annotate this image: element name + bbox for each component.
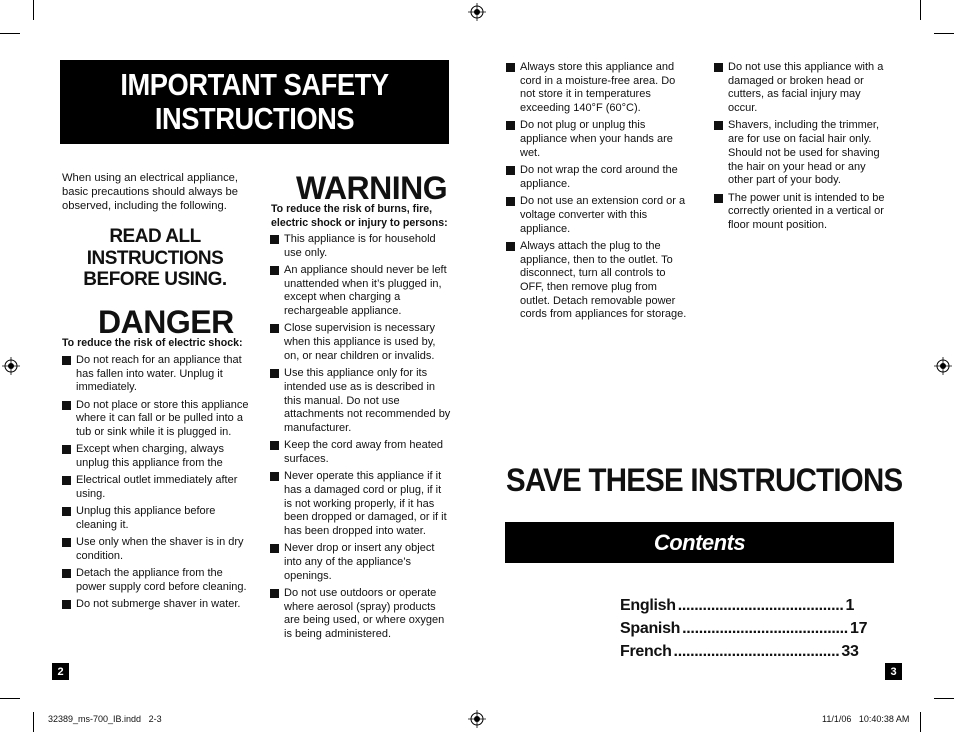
list-item: An appliance should never be left unattended when it’s plugged in, except when charging a rechargeable appliance. <box>270 264 452 319</box>
registration-mark-icon <box>2 357 20 375</box>
list-item: The power unit is intended to be correctly oriented in a vertical or floor mount position. <box>714 192 892 233</box>
list-item: Do not use an extension cord or a voltage converter with this appliance. <box>506 195 688 236</box>
list-item: Do not use this appliance with a damaged or broken head or cutters, as facial injury may occur. <box>714 61 892 116</box>
toc-label: English <box>620 597 676 614</box>
list-item: Close supervision is necessary when this appliance is used by, on, or near children or invalids. <box>270 322 452 363</box>
list-item: Detach the appliance from the power supply cord before cleaning. <box>62 567 250 594</box>
list-item: Do not place or store this appliance where it can fall or be pulled into a tub or sink while it is plugged in. <box>62 399 250 440</box>
table-of-contents <box>620 594 868 663</box>
crop-mark <box>0 698 20 699</box>
registration-mark-icon <box>468 710 486 728</box>
slug-timestamp: 11/1/06 10:40:38 AM <box>822 714 910 724</box>
toc-leader: ........................................ <box>677 597 844 614</box>
crop-mark <box>934 698 954 699</box>
toc-entry-english[interactable] <box>620 594 855 617</box>
list-item: Do not wrap the cord around the appliance. <box>506 164 688 191</box>
list-item: Do not submerge shaver in water. <box>62 598 250 612</box>
intro-text: When using an electrical appliance, basic precautions should always be observed, including the following. <box>62 172 238 212</box>
page-number-left: 2 <box>52 663 69 680</box>
contents-heading: Contents <box>653 529 746 555</box>
page-title-box <box>60 60 449 144</box>
list-item: Always store this appliance and cord in a moisture-free area. Do not store it in temperatures exceeding 140°F (60°C). <box>506 61 688 116</box>
crop-mark <box>934 33 954 34</box>
danger-heading: DANGER <box>98 304 234 340</box>
list-item: Never drop or insert any object into any of the appliance’s openings. <box>270 542 452 583</box>
list-item: Except when charging, always unplug this appliance from the <box>62 443 250 470</box>
crop-mark <box>33 712 34 732</box>
registration-mark-icon <box>934 357 952 375</box>
list-item: Do not use outdoors or operate where aerosol (spray) products are being used, or where oxygen is being administered. <box>270 587 452 642</box>
toc-page: 33 <box>841 643 859 660</box>
danger-list <box>62 354 250 616</box>
warning-list <box>270 233 452 645</box>
toc-entry-spanish[interactable] <box>620 617 868 640</box>
read-all-heading: READ ALL INSTRUCTIONS BEFORE USING. <box>83 226 227 290</box>
list-item: Shavers, including the trimmer, are for use on facial hair only. Should not be used for shaving the hair on your head or any other part of your body. <box>714 119 892 188</box>
list-item: Do not plug or unplug this appliance when your hands are wet. <box>506 119 688 160</box>
right-column-2-list <box>714 61 892 236</box>
list-item: Never operate this appliance if it has a damaged cord or plug, if it is not working properly, if it has been dropped or damaged, or if it has been dropped into water. <box>270 470 452 539</box>
list-item: Always attach the plug to the appliance, then to the outlet. To disconnect, turn all controls to OFF, then remove plug from outlet. Detach removable power cords from appliances for storage. <box>506 240 688 322</box>
toc-label: French <box>620 643 672 660</box>
crop-mark <box>920 712 921 732</box>
list-item: Use only when the shaver is in dry condition. <box>62 536 250 563</box>
toc-page: 17 <box>849 620 868 637</box>
contents-bar <box>505 522 894 563</box>
toc-leader: ........................................ <box>673 643 840 660</box>
crop-mark <box>920 0 921 20</box>
toc-page: 1 <box>845 597 855 614</box>
list-item: Electrical outlet immediately after using. <box>62 474 250 501</box>
list-item: Use this appliance only for its intended use as is described in this manual. Do not use attachments not recommended by manufacturer. <box>270 367 452 436</box>
registration-mark-icon <box>468 3 486 21</box>
list-item: Do not reach for an appliance that has fallen into water. Unplug it immediately. <box>62 354 250 395</box>
slug-filename: 32389_ms-700_IB.indd 2-3 <box>48 714 162 724</box>
crop-mark <box>33 0 34 20</box>
crop-mark <box>0 33 20 34</box>
page-number-right: 3 <box>885 663 902 680</box>
list-item: Unplug this appliance before cleaning it. <box>62 505 250 532</box>
warning-subheading: To reduce the risk of burns, fire, electric shock or injury to persons: <box>271 203 448 229</box>
right-column-1-list <box>506 61 688 326</box>
save-instructions-heading: SAVE THESE INSTRUCTIONS <box>506 462 903 498</box>
list-item: Keep the cord away from heated surfaces. <box>270 439 452 466</box>
warning-heading: WARNING <box>296 170 448 206</box>
toc-leader: ........................................ <box>682 620 848 637</box>
toc-entry-french[interactable] <box>620 640 859 663</box>
page-title: IMPORTANT SAFETY INSTRUCTIONS <box>120 67 389 136</box>
list-item: This appliance is for household use only. <box>270 233 452 260</box>
toc-label: Spanish <box>620 620 681 637</box>
danger-subheading: To reduce the risk of electric shock: <box>62 337 243 349</box>
